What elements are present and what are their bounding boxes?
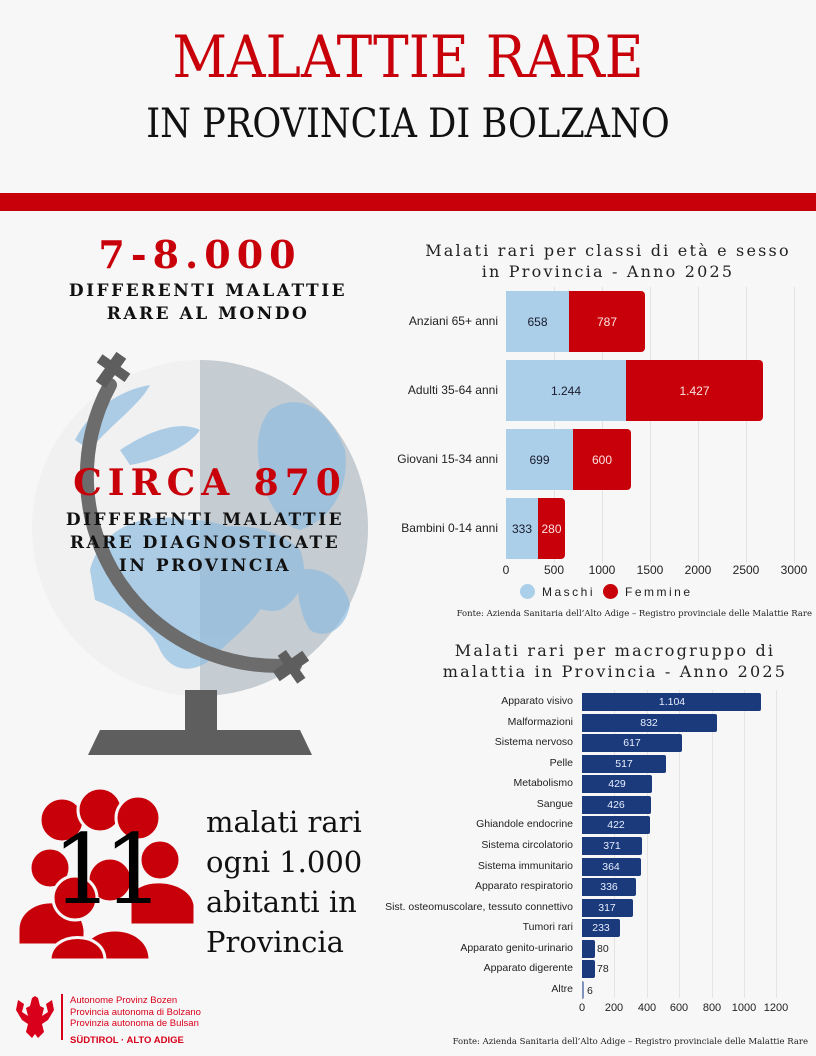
bar-value: 371 bbox=[603, 840, 621, 852]
macrogroup-chart-title bbox=[420, 640, 810, 682]
bar-value: 78 bbox=[597, 963, 609, 975]
chart-source: Fonte: Azienda Sanitaria dell’Alto Adige – Registro provinciale delle Malattie Rare bbox=[456, 609, 812, 619]
gridline bbox=[650, 287, 651, 563]
bar-row bbox=[506, 498, 565, 559]
x-tick: 1200 bbox=[763, 1002, 789, 1014]
bar-value: 6 bbox=[587, 985, 593, 997]
x-tick: 500 bbox=[543, 563, 565, 577]
bar-value: 336 bbox=[600, 881, 618, 893]
world-diseases-caption bbox=[0, 280, 416, 326]
bar-maschi: 1.244 bbox=[506, 360, 626, 421]
legend-swatch-maschi bbox=[520, 584, 535, 599]
bar-value: 429 bbox=[608, 778, 626, 790]
x-tick: 1500 bbox=[636, 563, 664, 577]
category-label: Sistema nervoso bbox=[494, 736, 573, 748]
legend-label: Maschi bbox=[542, 584, 596, 599]
bar-maschi: 699 bbox=[506, 429, 573, 490]
bar-maschi: 333 bbox=[506, 498, 538, 559]
x-tick: 400 bbox=[637, 1002, 657, 1014]
prevalence-caption bbox=[206, 802, 362, 962]
x-tick: 800 bbox=[702, 1002, 722, 1014]
bar-value: 80 bbox=[597, 943, 609, 955]
category-label: Apparato digerente bbox=[483, 962, 573, 974]
chart-title-line: Malati rari per classi di età e sesso bbox=[425, 241, 791, 260]
bar-value: 1.104 bbox=[658, 696, 686, 708]
category-label: Apparato genito-urinario bbox=[460, 942, 573, 954]
caption-line: malati rari bbox=[206, 805, 362, 839]
bar-value: 233 bbox=[592, 922, 610, 934]
caption-line: RARE AL MONDO bbox=[106, 304, 310, 324]
category-label: Apparato visivo bbox=[501, 695, 573, 707]
eagle-coat-of-arms-icon bbox=[14, 994, 56, 1040]
bar-femmine: 280 bbox=[538, 498, 565, 559]
bar bbox=[582, 940, 595, 958]
category-label: Sist. osteomuscolare, tessuto connettivo bbox=[385, 901, 573, 913]
category-label: Sangue bbox=[536, 798, 573, 810]
header-divider bbox=[0, 193, 816, 211]
province-diseases-count: CIRCA 870 bbox=[73, 462, 347, 504]
bar-maschi: 658 bbox=[506, 291, 569, 352]
caption-line: Provincia bbox=[206, 925, 344, 959]
bar-value: 364 bbox=[602, 861, 620, 873]
bar bbox=[582, 960, 595, 978]
legend-label: Femmine bbox=[625, 584, 693, 599]
logo-line: SÜDTIROL · ALTO ADIGE bbox=[70, 1034, 184, 1046]
bar-row bbox=[506, 291, 645, 352]
category-label: Apparato respiratorio bbox=[474, 880, 573, 892]
category-label: Sistema immunitario bbox=[477, 860, 573, 872]
bar-femmine: 787 bbox=[569, 291, 645, 352]
x-tick: 200 bbox=[604, 1002, 624, 1014]
gridline bbox=[746, 287, 747, 563]
x-tick: 600 bbox=[669, 1002, 689, 1014]
prevalence-value: 11 bbox=[52, 814, 155, 926]
logo-line: Provinzia autonoma de Bulsan bbox=[70, 1018, 199, 1029]
chart-title-line: malattia in Provincia - Anno 2025 bbox=[442, 662, 788, 681]
gridline bbox=[698, 287, 699, 563]
bar-femmine: 1.427 bbox=[626, 360, 763, 421]
category-label: Metabolismo bbox=[513, 777, 573, 789]
gridline bbox=[744, 690, 745, 998]
x-tick: 0 bbox=[578, 1002, 586, 1014]
world-diseases-count: 7-8.000 bbox=[98, 232, 302, 277]
category-label: Altre bbox=[551, 983, 573, 995]
bar-row bbox=[506, 429, 631, 490]
age-sex-chart-title bbox=[416, 240, 800, 282]
x-tick: 2000 bbox=[684, 563, 712, 577]
category-label: Sistema circolatorio bbox=[481, 839, 573, 851]
gridline bbox=[712, 690, 713, 998]
chart-title-line: in Provincia - Anno 2025 bbox=[481, 262, 735, 281]
category-label: Adulti 35-64 anni bbox=[407, 383, 498, 397]
bar-value: 617 bbox=[623, 737, 641, 749]
logo-divider bbox=[61, 994, 63, 1040]
category-label: Pelle bbox=[549, 757, 573, 769]
x-tick: 3000 bbox=[780, 563, 808, 577]
x-tick: 1000 bbox=[731, 1002, 757, 1014]
x-tick: 2500 bbox=[732, 563, 760, 577]
logo-line: Provincia autonoma di Bolzano bbox=[70, 1006, 201, 1018]
page-title: MALATTIE RARE bbox=[172, 23, 644, 91]
logo-text bbox=[70, 995, 201, 1046]
x-tick: 0 bbox=[502, 563, 510, 577]
logo-line: Autonome Provinz Bozen bbox=[70, 995, 178, 1006]
caption-line: RARE DIAGNOSTICATE bbox=[69, 533, 341, 553]
gridline bbox=[794, 287, 795, 563]
caption-line: IN PROVINCIA bbox=[118, 556, 292, 576]
category-label: Giovani 15-34 anni bbox=[397, 452, 498, 466]
caption-line: ogni 1.000 bbox=[206, 845, 363, 879]
caption-line: DIFFERENTI MALATTIE bbox=[68, 281, 348, 301]
category-label: Malformazioni bbox=[507, 716, 573, 728]
bar-row bbox=[506, 360, 763, 421]
bar-femmine: 600 bbox=[573, 429, 631, 490]
bar bbox=[582, 981, 584, 999]
chart-title-line: Malati rari per macrogruppo di bbox=[454, 641, 776, 660]
chart-legend bbox=[520, 584, 693, 599]
x-tick: 1000 bbox=[588, 563, 616, 577]
category-label: Ghiandole endocrine bbox=[476, 818, 573, 830]
bar-value: 422 bbox=[607, 819, 625, 831]
province-diseases-caption bbox=[0, 509, 410, 578]
category-label: Bambini 0-14 anni bbox=[401, 521, 498, 535]
category-label: Anziani 65+ anni bbox=[408, 314, 498, 328]
bar-value: 832 bbox=[640, 717, 658, 729]
chart-source: Fonte: Azienda Sanitaria dell’Alto Adige – Registro provinciale delle Malattie Rare bbox=[452, 1037, 808, 1047]
bar-value: 426 bbox=[607, 799, 625, 811]
gridline bbox=[776, 690, 777, 998]
caption-line: abitanti in bbox=[206, 885, 357, 919]
bar-value: 517 bbox=[615, 758, 633, 770]
caption-line: DIFFERENTI MALATTIE bbox=[65, 510, 345, 530]
category-label: Tumori rari bbox=[522, 921, 573, 933]
legend-swatch-femmine bbox=[603, 584, 618, 599]
page-subtitle: IN PROVINCIA DI BOLZANO bbox=[146, 101, 670, 147]
bar-value: 317 bbox=[598, 902, 616, 914]
